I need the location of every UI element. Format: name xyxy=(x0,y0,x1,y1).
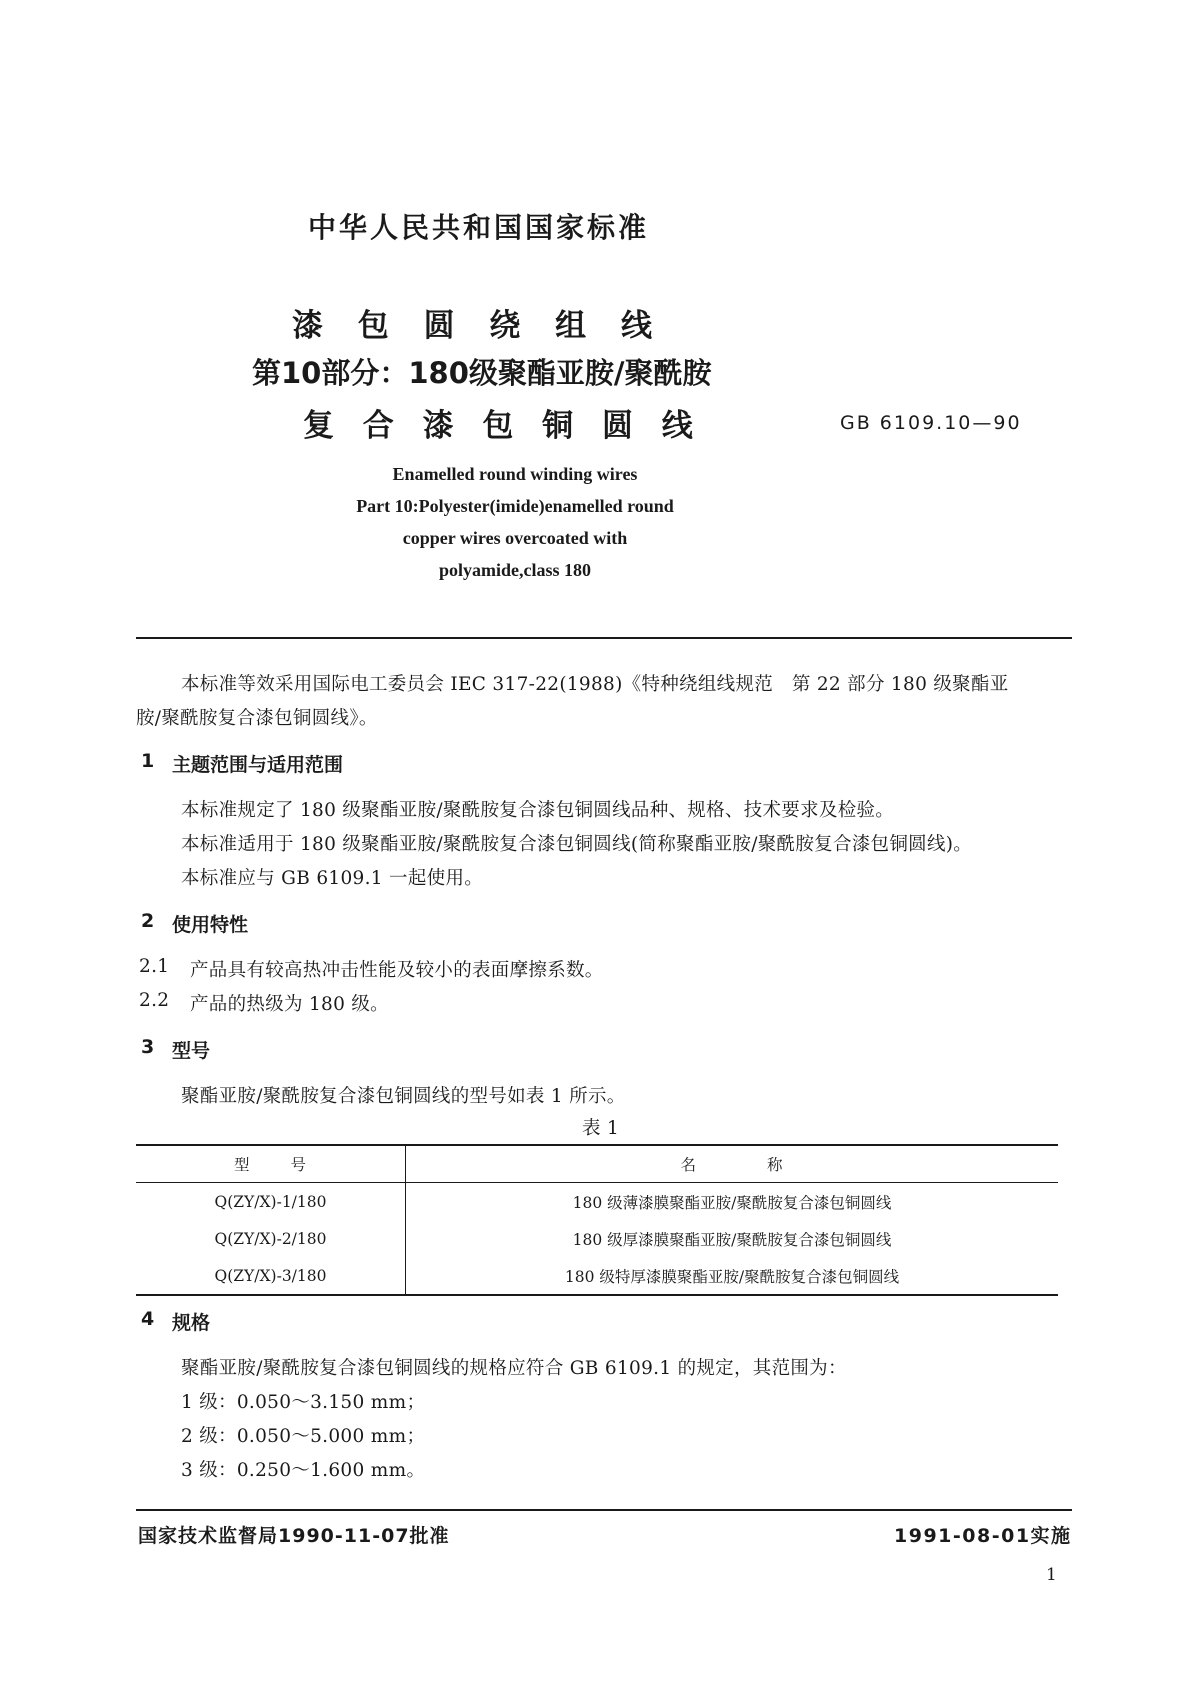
table-header-name-char2: 称 xyxy=(767,1156,784,1174)
intro-line2: 胺/聚酰胺复合漆包铜圆线》。 xyxy=(136,708,378,729)
english-title-line2: Part 10:Polyester(imide)enamelled round xyxy=(356,496,674,516)
section1-paragraph2: 本标准适用于 180 级聚酯亚胺/聚酰胺复合漆包铜圆线(简称聚酯亚胺/聚酰胺复合漆包铜圆线)。 xyxy=(181,834,973,855)
table-header-model-char2: 号 xyxy=(290,1156,308,1174)
table-row xyxy=(136,1183,1058,1221)
table-header-model xyxy=(136,1145,406,1183)
section2-item1-text: 产品具有较高热冲击性能及较小的表面摩擦系数。 xyxy=(190,960,604,981)
intro-line1: 本标准等效采用国际电工委员会 IEC 317-22(1988)《特种绕组线规范 第 22 部分 180 级聚酯亚 xyxy=(181,674,1009,695)
table-header-name-char1: 名 xyxy=(680,1156,697,1174)
section2-item2-number: 2.2 xyxy=(139,990,170,1011)
table-cell-name: 180 级厚漆膜聚酯亚胺/聚酰胺复合漆包铜圆线 xyxy=(572,1230,892,1249)
standard-code: GB 6109.10—90 xyxy=(840,412,1022,434)
table-header-row xyxy=(136,1145,1058,1183)
table-row xyxy=(136,1257,1058,1295)
section3-title: 型号 xyxy=(172,1040,211,1062)
section4-grade1: 1 级：0.050～3.150 mm； xyxy=(181,1392,426,1413)
section4-title: 规格 xyxy=(172,1312,211,1334)
table-header-model-char1: 型 xyxy=(233,1156,251,1174)
page-number: 1 xyxy=(1046,1565,1057,1585)
section3-number: 3 xyxy=(141,1036,155,1058)
table1 xyxy=(136,1144,1058,1296)
table-row xyxy=(136,1220,1058,1257)
section1-paragraph3: 本标准应与 GB 6109.1 一起使用。 xyxy=(181,868,484,889)
english-title-line4: polyamide,class 180 xyxy=(438,560,591,580)
english-title-line1: Enamelled round winding wires xyxy=(392,464,638,484)
section2-number: 2 xyxy=(141,910,155,932)
section4-grade3: 3 级：0.250～1.600 mm。 xyxy=(181,1460,426,1481)
footer-divider xyxy=(136,1509,1072,1511)
section3-paragraph1: 聚酯亚胺/聚酰胺复合漆包铜圆线的型号如表 1 所示。 xyxy=(181,1086,626,1107)
section1-title: 主题范围与适用范围 xyxy=(172,754,344,776)
section2-item2-text: 产品的热级为 180 级。 xyxy=(190,994,389,1015)
section1-paragraph1: 本标准规定了 180 级聚酯亚胺/聚酰胺复合漆包铜圆线品种、规格、技术要求及检验。 xyxy=(181,800,895,821)
table-cell-name: 180 级特厚漆膜聚酯亚胺/聚酰胺复合漆包铜圆线 xyxy=(564,1267,900,1286)
table-cell-model: Q(ZY/X)-2/180 xyxy=(136,1220,406,1257)
section2-title: 使用特性 xyxy=(172,914,249,936)
section4-number: 4 xyxy=(141,1308,155,1330)
section1-number: 1 xyxy=(141,750,155,772)
table-cell-name: 180 级薄漆膜聚酯亚胺/聚酰胺复合漆包铜圆线 xyxy=(572,1193,892,1212)
english-title-line3: copper wires overcoated with xyxy=(402,528,628,548)
section4-grade2: 2 级：0.050～5.000 mm； xyxy=(181,1426,426,1447)
table-header-name xyxy=(406,1145,1059,1183)
document-title-line1: 漆 包 圆 绕 组 线 xyxy=(292,308,658,344)
table-cell-model: Q(ZY/X)-1/180 xyxy=(136,1183,406,1221)
header-divider xyxy=(136,637,1072,639)
approval-date: 国家技术监督局1990-11-07批准 xyxy=(138,1525,450,1547)
section4-paragraph1: 聚酯亚胺/聚酰胺复合漆包铜圆线的规格应符合 GB 6109.1 的规定，其范围为： xyxy=(181,1358,847,1379)
national-standard-heading: 中华人民共和国国家标准 xyxy=(308,211,650,244)
section2-item1-number: 2.1 xyxy=(139,956,170,977)
document-title-line2: 第10部分：180级聚酯亚胺/聚酰胺 xyxy=(252,356,712,390)
table-cell-model: Q(ZY/X)-3/180 xyxy=(136,1257,406,1295)
table1-caption: 表 1 xyxy=(582,1118,620,1139)
effective-date: 1991-08-01实施 xyxy=(894,1525,1072,1547)
document-title-line3: 复 合 漆 包 铜 圆 线 xyxy=(303,408,698,444)
